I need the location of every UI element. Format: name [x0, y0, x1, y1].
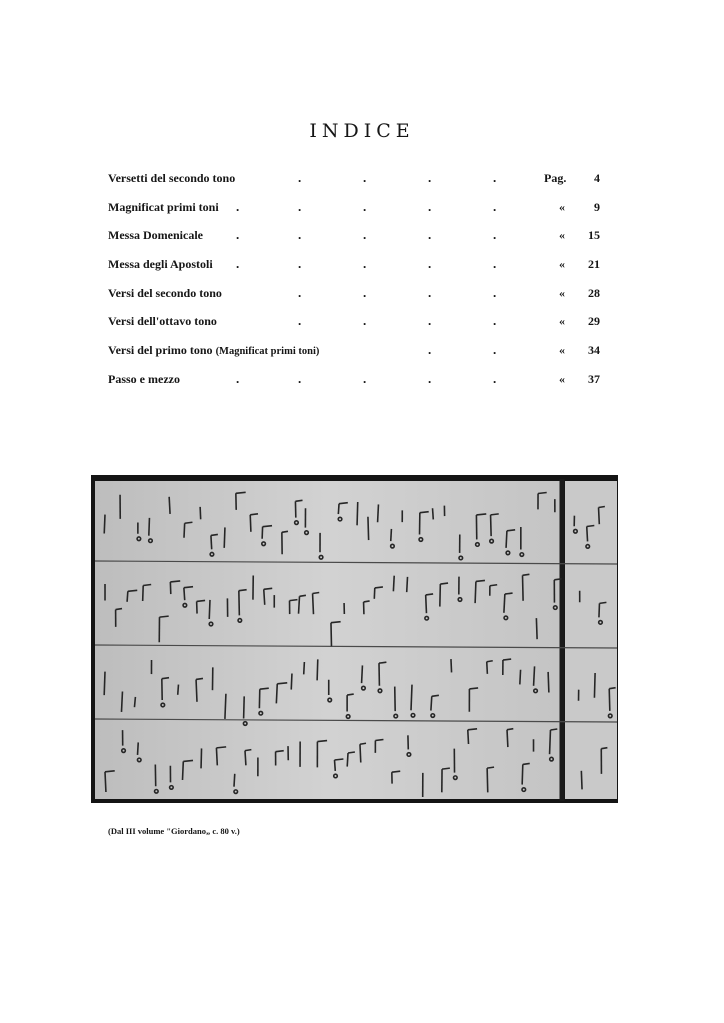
manuscript-image	[91, 475, 618, 803]
toc-entry-page: « 34	[559, 343, 600, 358]
toc-entry[interactable]: Versi dell'ottavo tono . . . . « 29	[108, 313, 600, 329]
toc-entry-title: Messa degli Apostoli	[108, 257, 213, 272]
toc-entry[interactable]: Messa Domenicale . . . . . « 15	[108, 227, 600, 243]
table-of-contents	[108, 169, 600, 399]
toc-entry-page: « 37	[559, 371, 600, 386]
toc-entry-page: Pag. 4	[544, 171, 600, 185]
toc-entry[interactable]: Passo e mezzo . . . . . « 37	[108, 370, 600, 386]
toc-entry-title: Versi del primo tono (Magnificat primi toni)	[108, 343, 320, 358]
toc-entry[interactable]: Versi del secondo tono . . . . « 28	[108, 284, 600, 300]
toc-entry-page: « 29	[559, 314, 600, 329]
toc-entry-title: Magnificat primi toni	[108, 199, 219, 214]
index-title: INDICE	[309, 120, 415, 142]
toc-entry-page: « 28	[559, 285, 600, 300]
photo-caption: (Dal III volume "Giordano„ c. 80 v.)	[108, 826, 240, 836]
manuscript-photo	[91, 475, 618, 803]
toc-entry[interactable]: Magnificat primi toni . . . . . « 9	[108, 198, 600, 214]
toc-entry[interactable]: Messa degli Apostoli . . . . . « 21	[108, 256, 600, 272]
toc-entry-title: Versetti del secondo tono	[108, 171, 236, 185]
toc-entry[interactable]: Versi del primo tono (Magnificat primi toni) . . « 34	[108, 342, 600, 358]
toc-entry-page: « 21	[559, 257, 600, 272]
toc-entry-title: Versi del secondo tono	[108, 285, 222, 300]
toc-entry-title: Passo e mezzo	[108, 371, 180, 386]
toc-entry-title: Messa Domenicale	[108, 228, 203, 243]
toc-entry-page: « 9	[559, 199, 600, 214]
toc-entry[interactable]: Versetti del secondo tono . . . . Pag. 4	[108, 170, 600, 185]
toc-entry-title: Versi dell'ottavo tono	[108, 314, 217, 329]
toc-entry-page: « 15	[559, 228, 600, 243]
